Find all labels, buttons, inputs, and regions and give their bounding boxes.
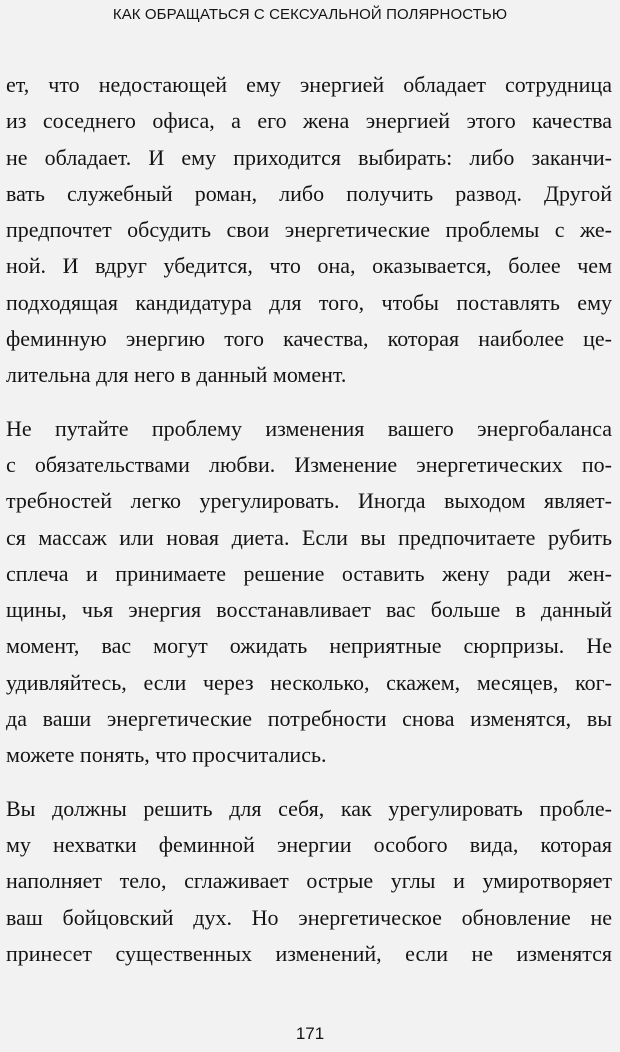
text-line: да ваши энергетические потребности снова изменятся, вы xyxy=(6,706,612,732)
text-line: из соседнего офиса, а его жена энергией этого качества xyxy=(6,108,612,134)
text-line: ет, что недостающей ему энергией обладает сотрудница xyxy=(6,72,612,97)
text-line: Не путайте проблему изменения вашего энергобаланса xyxy=(6,415,612,441)
text-line: вать служебный роман, либо получить развод. Другой xyxy=(6,180,612,206)
text-line: щины, чья энергия восстанавливает вас больше в данный xyxy=(6,597,612,623)
text-line: сплеча и принимаете решение оставить жену ради жен- xyxy=(6,560,612,586)
text-line: не обладает. И ему приходится выбирать: либо заканчи- xyxy=(6,144,612,170)
text-line: с обязательствами любви. Изменение энергетических по- xyxy=(6,451,612,477)
running-head: КАК ОБРАЩАТЬСЯ С СЕКСУАЛЬНОЙ ПОЛЯРНОСТЬЮ xyxy=(112,6,508,23)
paragraph xyxy=(6,791,612,972)
text-line: предпочтет обсудить свои энергетические проблемы с же- xyxy=(6,217,612,243)
text-line: ной. И вдруг убедится, что она, оказывается, более чем xyxy=(6,253,612,279)
text-line: лительна для него в данный момент. xyxy=(6,362,347,388)
text-line: требностей легко урегулировать. Иногда выходом являет- xyxy=(6,488,612,514)
paragraph xyxy=(6,411,612,774)
text-line: Вы должны решить для себя, как урегулировать пробле- xyxy=(6,795,612,821)
text-line: ваш бойцовский дух. Но энергетическое обновление не xyxy=(6,904,612,930)
text-line: ся массаж или новая диета. Если вы предпочитаете рубить xyxy=(6,524,612,550)
text-line: удивляйтесь, если через несколько, скажем, месяцев, ког- xyxy=(6,669,612,695)
text-line: подходящая кандидатура для того, чтобы поставлять ему xyxy=(6,289,612,315)
text-line: момент, вас могут ожидать неприятные сюрпризы. Не xyxy=(6,633,612,659)
text-line: му нехватки феминной энергии особого вида, которая xyxy=(6,831,612,857)
page-number: 171 xyxy=(295,1024,325,1043)
text-line: принесет существенных изменений, если не изменятся xyxy=(6,940,612,966)
text-line: наполняет тело, сглаживает острые углы и умиротворяет xyxy=(6,868,612,894)
text-line: феминную энергию того качества, которая наиболее це- xyxy=(6,326,612,352)
paragraph xyxy=(6,67,612,394)
text-line: можете понять, что просчитались. xyxy=(6,742,327,768)
page-body xyxy=(6,67,612,989)
